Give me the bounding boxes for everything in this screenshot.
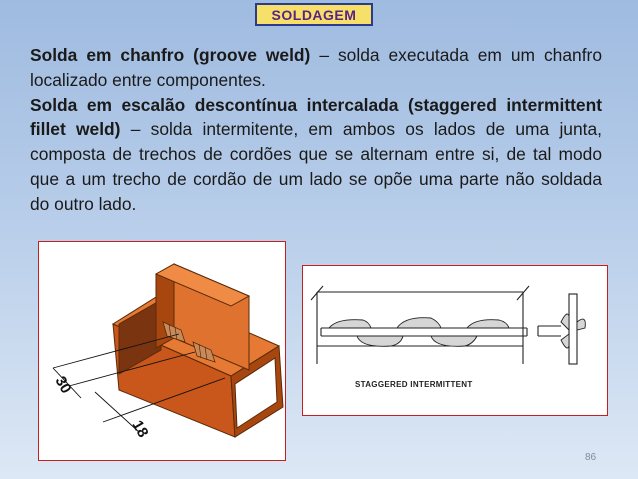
term-staggered-weld: Solda em escalão descontínua intercalada (staggered intermittent fillet weld) (30, 94, 602, 140)
definition-staggered-weld: – solda intermitente, em ambos os lados de uma junta, composta de trechos de cordões que se alternam entre si, de tal modo que a um trecho de cordão de um lado se opõe uma parte não soldada do outro lado. (30, 119, 602, 214)
definition-groove-weld: – solda executada em um chanfro localizado entre componentes. (30, 45, 602, 90)
figure-caption: STAGGERED INTERMITTENT (355, 380, 473, 389)
dimension-label-30: 30 (51, 373, 75, 397)
term-groove-weld: Solda em chanfro (groove weld) (30, 45, 311, 65)
body-text (30, 43, 602, 217)
staggered-weld-figure (302, 265, 608, 416)
slide-title: SOLDAGEM (255, 3, 373, 26)
dimension-label-18: 18 (128, 417, 152, 441)
weld-3d-figure (38, 241, 286, 461)
paragraph-groove-weld (30, 43, 602, 93)
weld-3d-drawing (39, 242, 285, 460)
staggered-weld-drawing (303, 266, 607, 415)
page-number: 86 (585, 452, 597, 463)
paragraph-staggered-weld (30, 93, 602, 217)
